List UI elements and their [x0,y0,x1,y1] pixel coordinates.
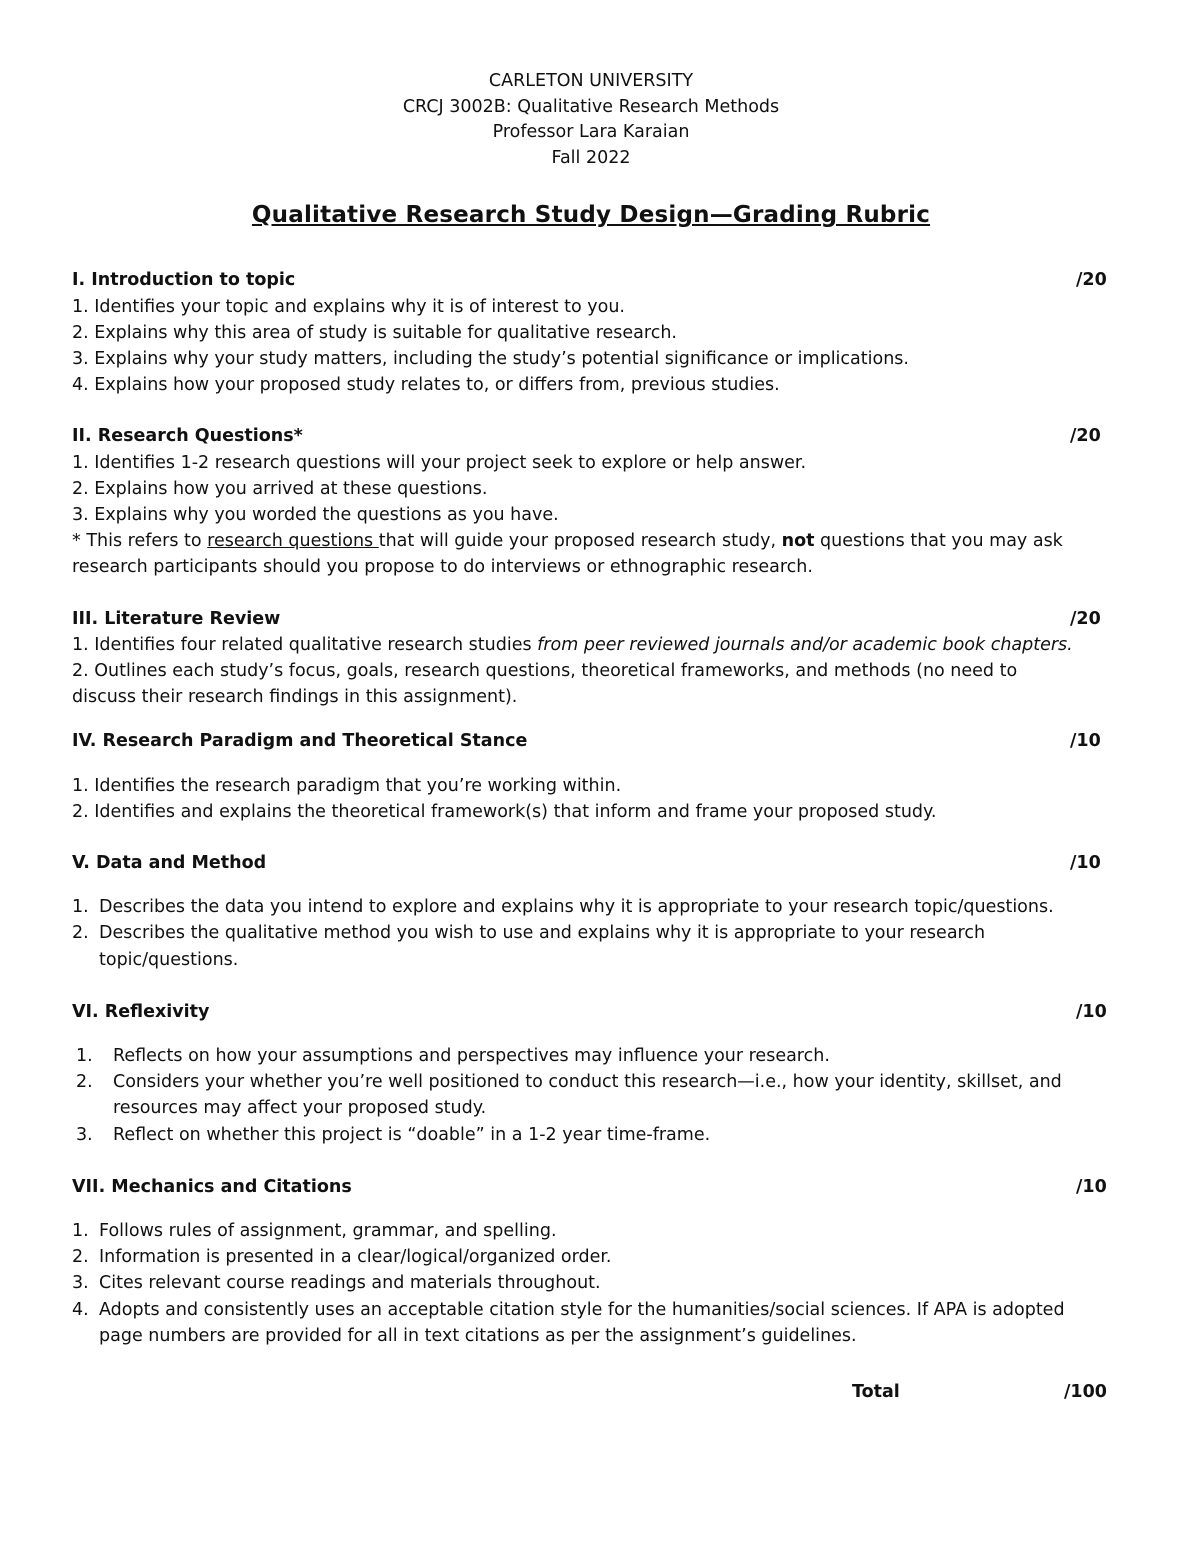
section-score: /20 [1070,608,1101,629]
list-item: 4. Explains how your proposed study relates to, or differs from, previous studies. [72,375,780,396]
list-item: 3. Explains why your study matters, including the study’s potential significance or implications. [72,348,909,369]
item-text: 1. Identifies four related qualitative research studies [72,634,538,655]
item-text: Considers your whether you’re well positioned to conduct this research—i.e., how your identity, skillset, and resources may affect your proposed study. [113,1072,1062,1119]
list-item: 1. Identifies the research paradigm that you’re working within. [72,775,622,796]
list-item [72,1244,1110,1270]
section-score: /20 [1070,426,1101,447]
course-name: CRCJ 3002B: Qualitative Research Methods [402,96,780,117]
item-text: Follows rules of assignment, grammar, and spelling. [99,1220,557,1241]
section-heading [72,267,1110,293]
section-heading [72,728,1110,754]
item-text: Reflect on whether this project is “doable” in a 1-2 year time-frame. [113,1124,711,1145]
item-number: 2. [72,923,89,944]
section-title: II. Research Questions* [72,426,303,447]
university-name: CARLETON UNIVERSITY [488,71,694,91]
term: Fall 2022 [551,147,631,168]
item-text: Describes the qualitative method you wish to use and explains why it is appropriate to your research topic/questions. [99,923,986,970]
item-list [72,894,1110,973]
item-number: 2. [72,1247,89,1268]
section-heading [72,1174,1110,1200]
item-text: Reflects on how your assumptions and perspectives may influence your research. [113,1045,830,1066]
footnote-underlined: research questions [207,531,379,552]
item-number: 1. [72,1220,89,1241]
item-number: 1. [72,897,89,918]
list-item: 2. Identifies and explains the theoretical framework(s) that inform and frame your proposed study. [72,801,937,822]
section-mechanics-citations [72,1174,1110,1349]
section-heading [72,999,1110,1025]
item-number: 2. [76,1072,93,1093]
list-item [72,1297,1110,1349]
list-item: 2. Explains why this area of study is suitable for qualitative research. [72,322,677,343]
section-title: IV. Research Paradigm and Theoretical Stance [72,731,528,752]
section-research-questions [72,423,1110,580]
footnote-rest: questions that you may ask [814,531,1063,552]
total-score: /100 [1064,1381,1107,1402]
footnote-line-2: research participants should you propose to do interviews or ethnographic research. [72,557,813,578]
section-title: VI. Reflexivity [72,1001,210,1022]
footnote-mid: that will guide your proposed research study, [378,531,782,552]
item-list [72,1043,1110,1148]
list-item [72,1122,1110,1148]
section-heading [72,423,1110,449]
list-item [72,632,1110,658]
section-score: /10 [1076,1001,1107,1022]
list-item [72,1043,1110,1069]
item-list [72,1218,1110,1349]
section-title: V. Data and Method [72,852,267,873]
footnote [72,528,1110,554]
item-number: 3. [72,1273,89,1294]
section-score: /20 [1076,270,1107,291]
item-number: 4. [72,1299,89,1320]
section-score: /10 [1076,1176,1107,1197]
section-title: III. Literature Review [72,608,281,629]
list-item: 2. Outlines each study’s focus, goals, research questions, theoretical frameworks, and methods (no need to [72,660,1018,681]
document-title: Qualitative Research Study Design—Grading Rubric [251,202,931,229]
total-row [72,1379,1110,1405]
section-heading [72,850,1110,876]
list-item [72,1270,1110,1296]
section-introduction [72,267,1110,398]
item-number: 3. [76,1124,93,1145]
list-item [72,894,1110,920]
section-paradigm [72,728,1110,825]
section-title: I. Introduction to topic [72,270,296,291]
section-title: VII. Mechanics and Citations [72,1176,352,1197]
list-item: 1. Identifies 1-2 research questions will your project seek to explore or help answer. [72,452,807,473]
list-item: 2. Explains how you arrived at these questions. [72,478,488,499]
section-literature-review [72,606,1110,711]
total-label: Total [852,1381,900,1402]
item-italic-text: from peer reviewed journals and/or academic book chapters. [537,634,1073,655]
section-heading [72,606,1110,632]
document-header [72,69,1110,171]
section-score: /10 [1070,731,1101,752]
item-text: Information is presented in a clear/logical/organized order. [99,1247,612,1268]
item-number: 1. [76,1045,93,1066]
list-item [72,1218,1110,1244]
list-item: 1. Identifies your topic and explains why it is of interest to you. [72,296,625,317]
list-item [72,920,1110,972]
section-score: /10 [1070,852,1101,873]
list-item: 3. Explains why you worded the questions as you have. [72,504,559,525]
footnote-prefix: * This refers to [72,531,208,552]
section-reflexivity [72,999,1110,1148]
section-data-method [72,850,1110,973]
professor-name: Professor Lara Karaian [492,122,690,143]
footnote-bold: not [781,531,815,552]
item-text: Adopts and consistently uses an acceptable citation style for the humanities/social sciences. If APA is adopted page numbers are provided for all in text citations as per the assignment’s guidelines. [99,1299,1065,1346]
list-item-continuation: discuss their research findings in this assignment). [72,687,518,708]
item-text: Cites relevant course readings and materials throughout. [99,1273,601,1294]
item-text: Describes the data you intend to explore and explains why it is appropriate to your research topic/questions. [99,897,1054,918]
list-item [72,1069,1110,1121]
